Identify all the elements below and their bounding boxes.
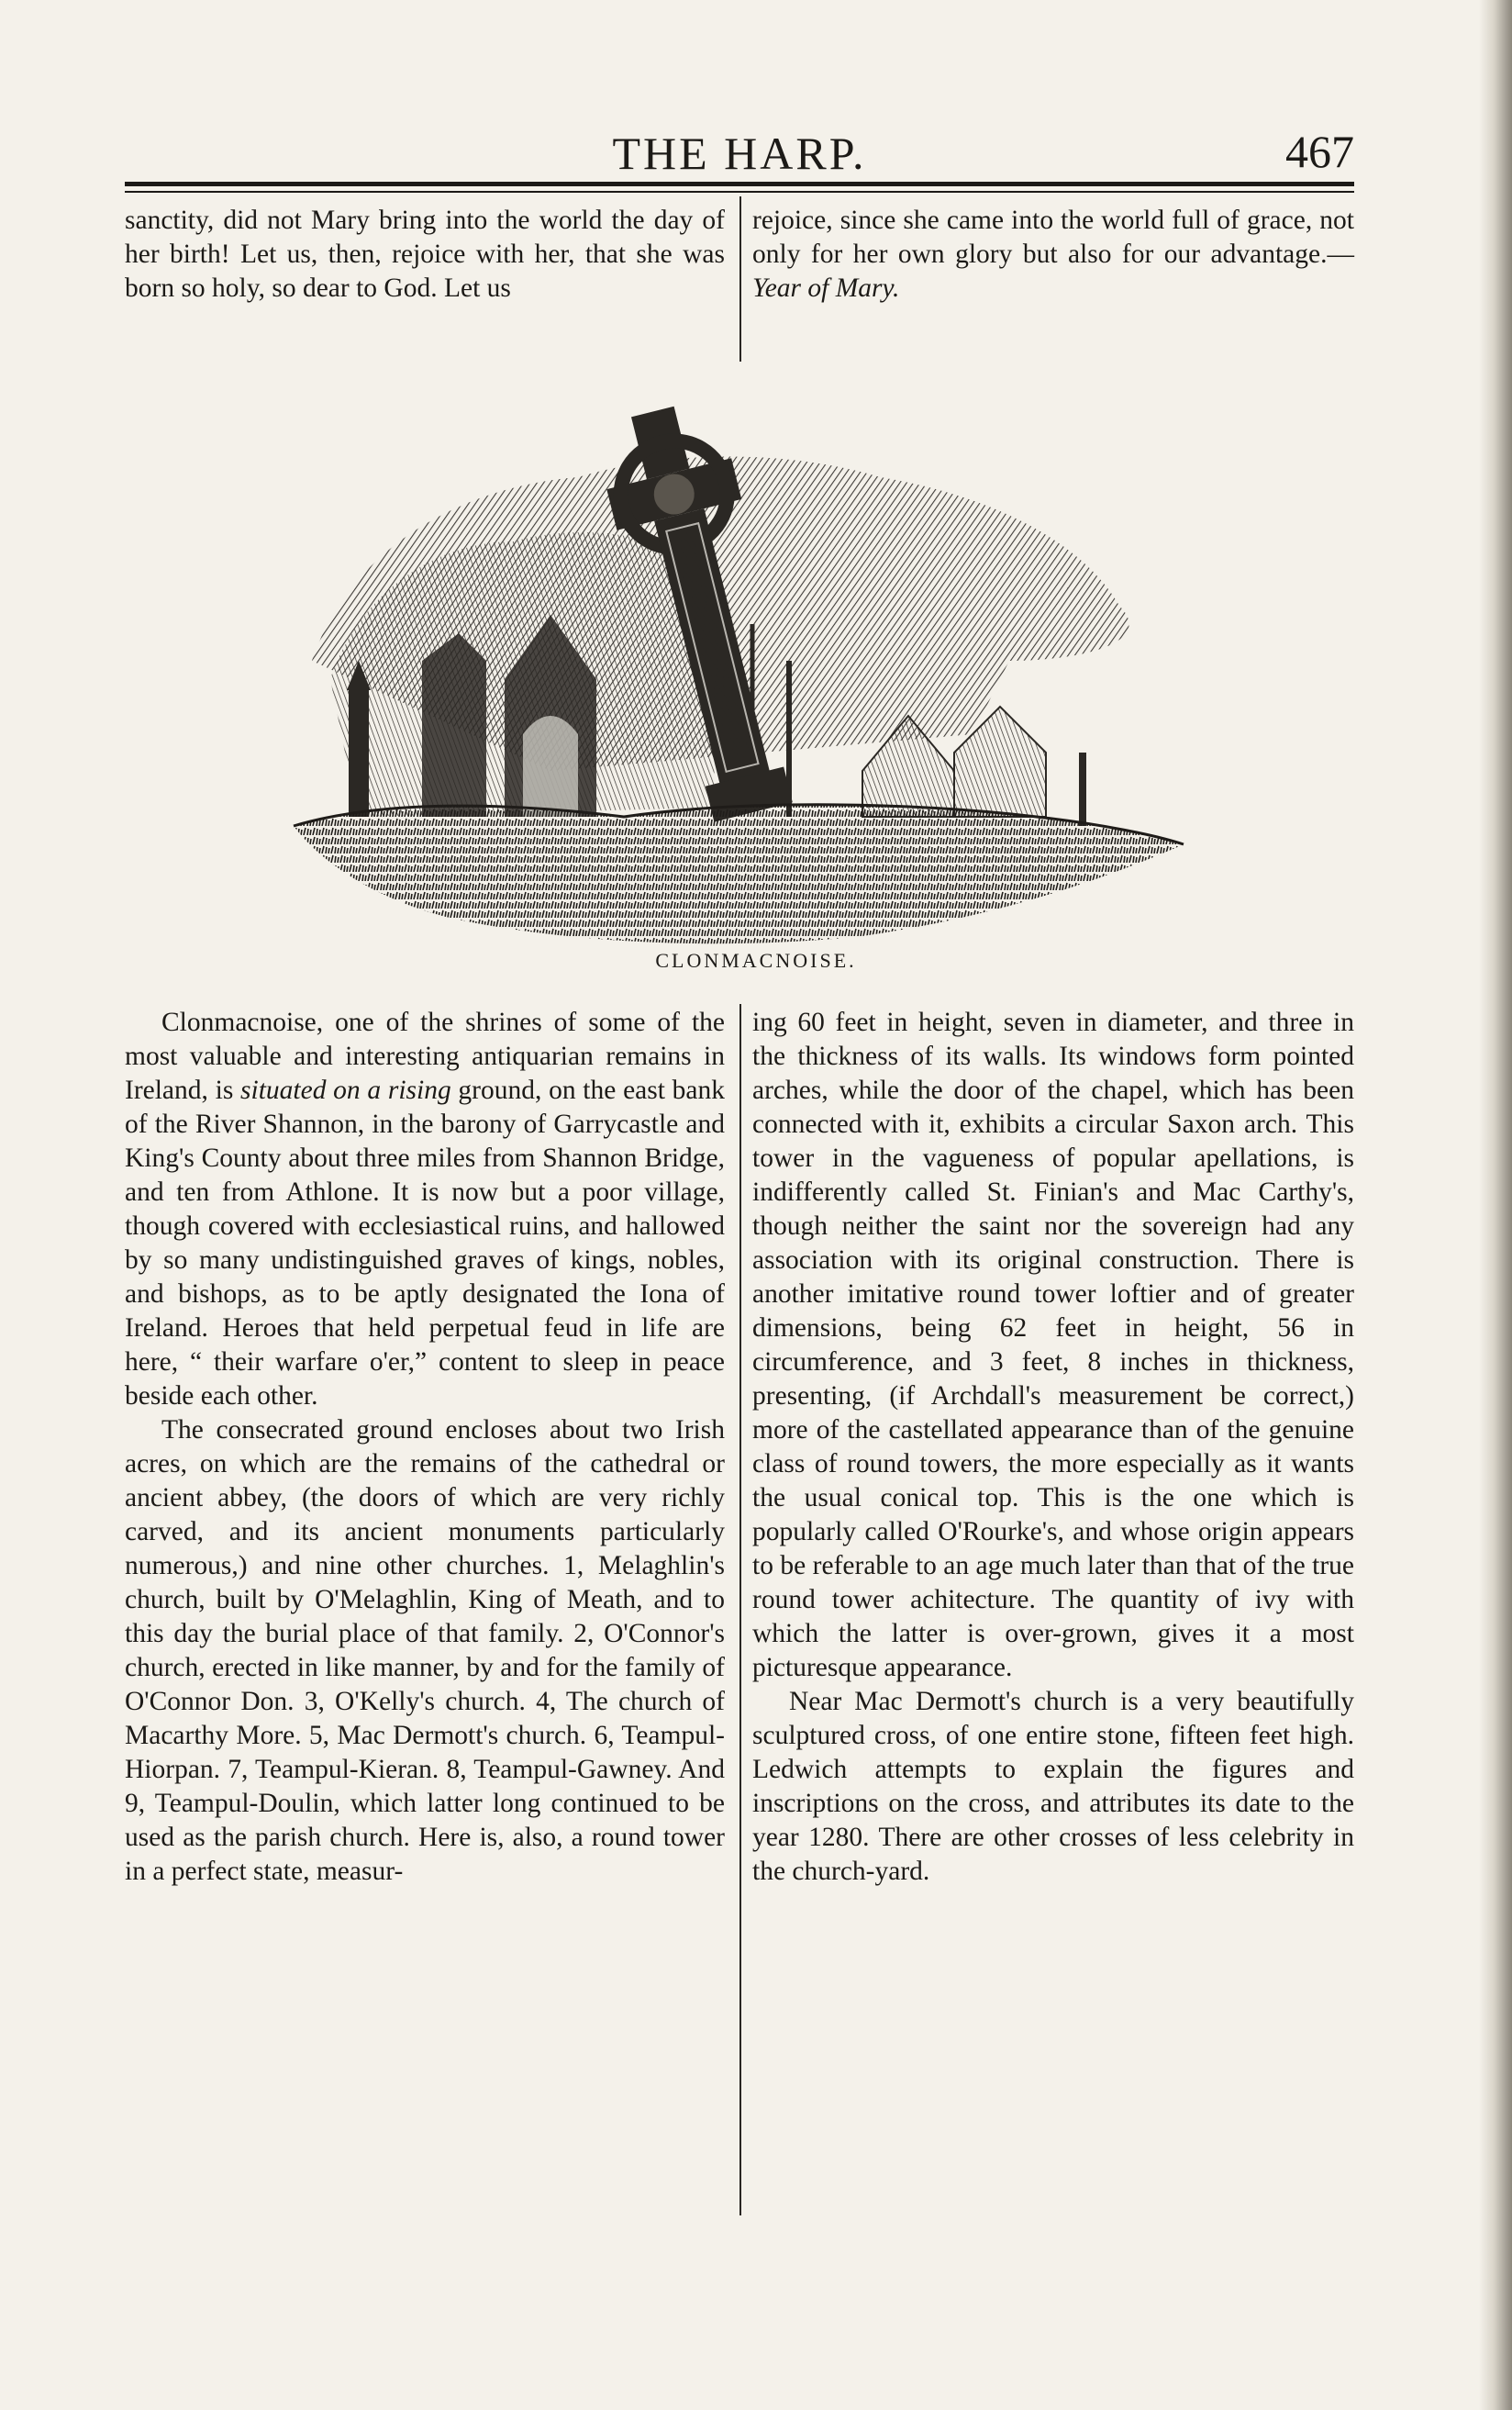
left-paragraph-1 [125,1006,725,1413]
running-header [125,121,1354,179]
foreground-grass [294,805,1184,943]
right-column [752,1006,1354,1889]
round-tower [349,688,369,817]
header-rule-thin [125,191,1354,193]
page-number: 467 [1285,126,1354,177]
header-rule-thick [125,182,1354,186]
church-arch [523,716,578,817]
top-right-citation: Year of Mary. [752,273,900,303]
right-paragraph-2: Near Mac Dermott's church is a very beautifully sculptured cross, of one entire stone, fifteen feet high. Ledwich attempts to explain the figures and inscriptions on the cross, and attributes its date to the year 1280. There are other crosses of less celebrity in the church-yard. [752,1687,1354,1886]
journal-title: THE HARP. [612,128,867,179]
left-paragraph-1-text-b: ground, on the east bank of the River Shannon, in the barony of Garrycastle and King's County about three miles from Shannon Bridge, and ten from Athlone. It is now but a poor village, though covered with ecclesiastical ruins, and hallowed by so many undistinguished graves of kings, nobles, and bishops, as to be aptly designated the Iona of Ireland. Heroes that held perpetual feud in life are here, “ their warfare o'er,” content to sleep in peace beside each other. [125,1076,725,1411]
left-paragraph-1-text-a: Clonmacnoise, one of the shrines of some of the most valuable and interesting antiquarian remains in Ireland, is [125,1008,725,1105]
illustration-caption: CLONMACNOISE. [655,949,857,972]
top-right-text: rejoice, since she came into the world full of grace, not only for her own glory but also for our advantage.— [752,206,1354,269]
page-edge-shadow [1479,0,1512,2410]
top-left-column [125,204,725,306]
left-paragraph-2: The consecrated ground encloses about two Irish acres, on which are the remains of the cathedral or ancient abbey, (the doors of which are very richly carved, and its ancient monuments particularly numerous,) and nine other churches. 1, Melaghlin's church, built by O'Melaghlin, King of Meath, and to this day the burial place of that family. 2, O'Connor's church, erected in like manner, by and for the family of O'Connor Don. 3, O'Kelly's church. 4, The church of Macarthy More. 5, Mac Dermott's church. 6, Teampul-Hiorpan. 7, Teampul-Kieran. 8, Teampul-Gawney. And 9, Teampul-Doulin, which latter long continued to be used as the parish church. Here is, also, a round tower in a perfect state, measur- [125,1415,725,1886]
clonmacnoise-engraving [275,385,1202,954]
right-paragraph-1: ing 60 feet in height, seven in diameter, and three in the thickness of its walls. Its windows form pointed arches, while the door of the chapel, which has been connected with it, exhibits a circular Saxon arch. This tower in the vagueness of popular apellations, is indifferently called St. Finian's and Mac Carthy's, though neither the saint nor the sovereign had any association with its original construction. There is another imitative round tower loftier and of greater dimensions, being 62 feet in height, 56 in circumference, and 3 feet, 8 inches in thickness, presenting, (if Archdall's measurement be correct,) more of the castellated appearance than of the genuine class of round towers, the more especially as it wants the usual conical top. This is the one which is popularly called O'Rourke's, and whose origin appears to be referable to an age much later than that of the true round tower achitecture. The quantity of ivy with which the latter is over-grown, gives it a most picturesque appearance. [752,1008,1354,1682]
top-left-paragraph: sanctity, did not Mary bring into the world the day of her birth! Let us, then, rejoice with her, that she was born so holy, so dear to God. Let us [125,206,725,303]
left-paragraph-1-italic: situated on a rising [240,1076,451,1105]
top-right-column [752,204,1354,306]
main-column-divider [739,1004,741,2215]
top-right-paragraph [752,204,1354,306]
top-column-divider [739,196,741,362]
left-column [125,1006,725,1889]
